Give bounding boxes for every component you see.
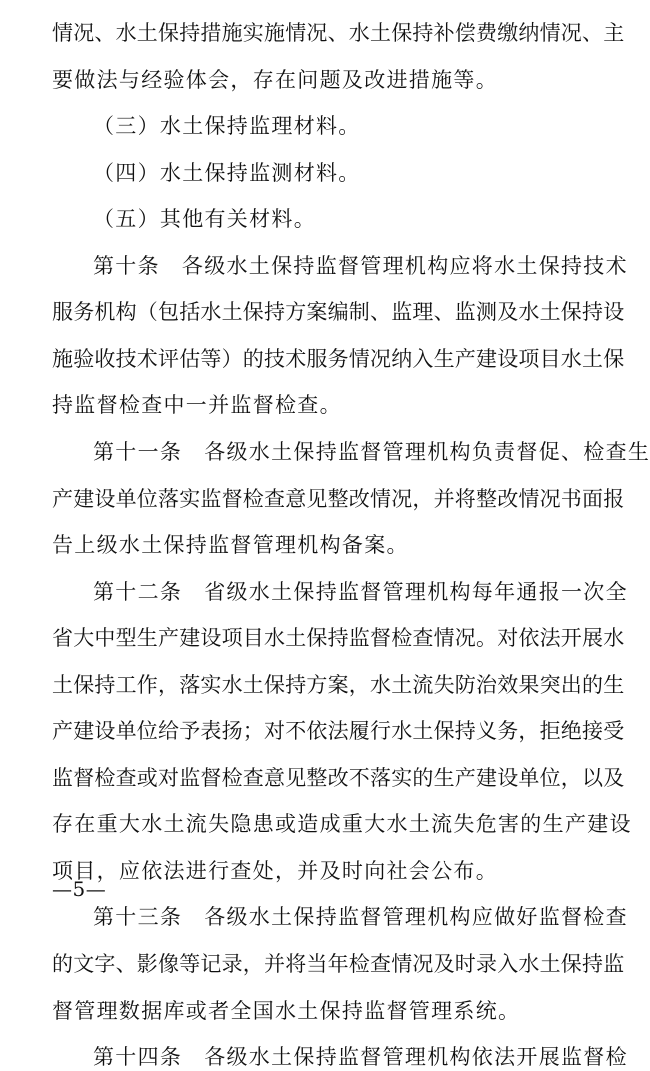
article-first-line	[93, 578, 628, 606]
article-title: 第十条	[93, 254, 160, 278]
article-title: 第十二条	[93, 580, 183, 604]
article-text: 各级水土保持监督管理机构应将水土保持技术	[181, 254, 628, 278]
article-text: 省级水土保持监督管理机构每年通报一次全	[204, 580, 628, 604]
text-line: 服务机构（包括水土保持方案编制、监理、监测及水土保持设	[52, 300, 625, 324]
text-line: 存在重大水土流失隐患或造成重大水土流失危害的生产建设	[52, 812, 632, 836]
list-item: （三）水土保持监理材料。	[93, 114, 361, 138]
article-title: 第十一条	[93, 440, 183, 464]
text-line: 持监督检查中一并监督检查。	[52, 393, 342, 417]
text-line: 的文字、影像等记录，并将当年检查情况及时录入水土保持监	[52, 952, 625, 976]
page-number: —5—	[52, 877, 107, 901]
article-text: 各级水土保持监督管理机构应做好监督检查	[204, 905, 628, 929]
article-title: 第十四条	[93, 1045, 183, 1069]
article-first-line	[93, 438, 650, 466]
article-text: 各级水土保持监督管理机构负责督促、检查生	[204, 440, 650, 464]
text-line: 情况、水土保持措施实施情况、水土保持补偿费缴纳情况、主	[52, 21, 625, 45]
text-line: 项目，应依法进行查处，并及时向社会公布。	[52, 859, 498, 883]
article-first-line	[93, 252, 628, 280]
article-text: 各级水土保持监督管理机构依法开展监督检	[204, 1045, 628, 1069]
text-line: 产建设单位落实监督检查意见整改情况，并将整改情况书面报	[52, 487, 625, 511]
text-line: 产建设单位给予表扬；对不依法履行水土保持义务，拒绝接受	[52, 719, 625, 743]
list-item: （五）其他有关材料。	[93, 207, 316, 231]
article-first-line	[93, 903, 628, 931]
text-line: 监督检查或对监督检查意见整改不落实的生产建设单位，以及	[52, 766, 625, 790]
text-line: 要做法与经验体会，存在问题及改进措施等。	[52, 68, 498, 92]
text-line: 土保持工作，落实水土保持方案，水土流失防治效果突出的生	[52, 673, 625, 697]
list-item: （四）水土保持监测材料。	[93, 161, 361, 185]
text-line: 督管理数据库或者全国水土保持监督管理系统。	[52, 999, 521, 1023]
text-line: 施验收技术评估等）的技术服务情况纳入生产建设项目水土保	[52, 347, 625, 371]
text-line: 省大中型生产建设项目水土保持监督检查情况。对依法开展水	[52, 626, 625, 650]
article-first-line	[93, 1043, 628, 1071]
text-line: 告上级水土保持监督管理机构备案。	[52, 533, 409, 557]
article-title: 第十三条	[93, 905, 183, 929]
